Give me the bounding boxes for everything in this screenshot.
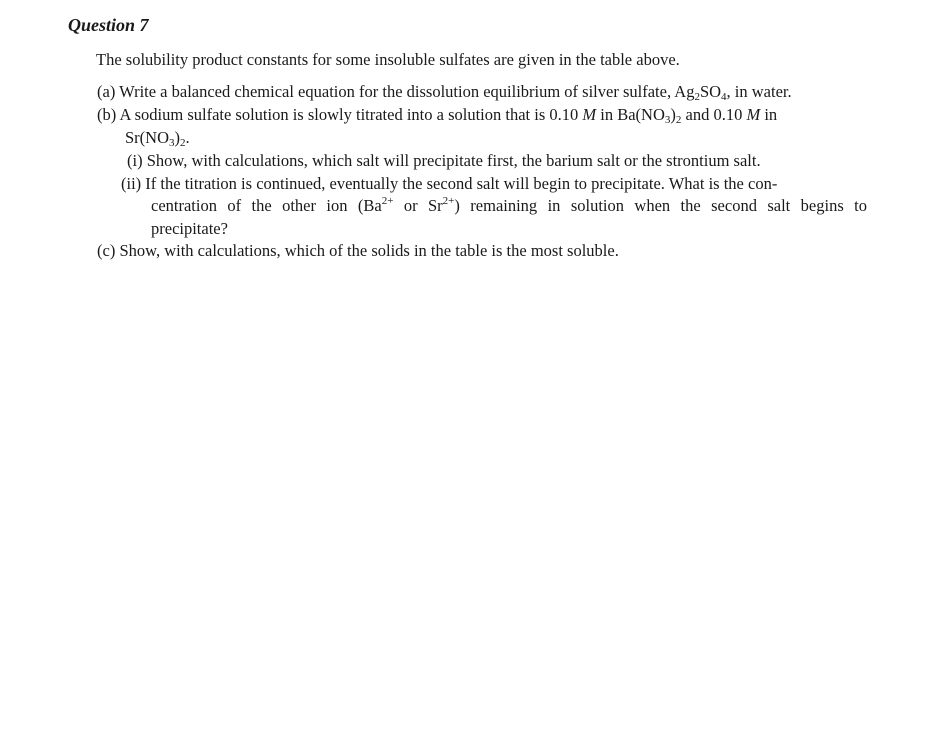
part-b-i-text: Show, with calculations, which salt will precipitate first, the barium salt or the strontium salt. (146, 151, 761, 170)
part-b-label: (b) (97, 105, 117, 124)
part-b-i (127, 151, 761, 171)
part-a-label: (a) (97, 82, 116, 101)
part-b-line2: $Sr(NO_3)_2$. (125, 128, 190, 149)
part-b-ii-text: If the titration is continued, eventually the second salt will begin to precipitate. What is the con- (145, 174, 778, 193)
part-c-text: Show, with calculations, which of the solids in the table is the most soluble. (119, 241, 619, 260)
part-c (97, 241, 619, 261)
part-b-ii-line1 (121, 174, 777, 194)
part-b-ii-line3: precipitate? (151, 219, 228, 238)
part-b-line1 (97, 105, 777, 125)
part-c-label: (c) (97, 241, 116, 260)
part-b-text: A sodium sulfate solution is slowly titrated into a solution that is 0.10 M in $Ba(NO_3)_2$ and 0.10 M in (119, 105, 778, 126)
part-b-ii-label: (ii) (121, 174, 142, 193)
question-title: Question 7 (68, 15, 149, 35)
intro-text: The solubility product constants for some insoluble sulfates are given in the table above. (96, 50, 680, 69)
part-a-text: Write a balanced chemical equation for the dissolution equilibrium of silver sulfate, $Ag_2SO_4$, in water. (119, 82, 792, 103)
part-b-i-label: (i) (127, 151, 143, 170)
part-a (97, 82, 792, 102)
part-b-ii-line2: centration of the other ion ($Ba^{2+}$ or $Sr^{2+}$) remaining in solution when the second salt begins to (151, 195, 867, 215)
